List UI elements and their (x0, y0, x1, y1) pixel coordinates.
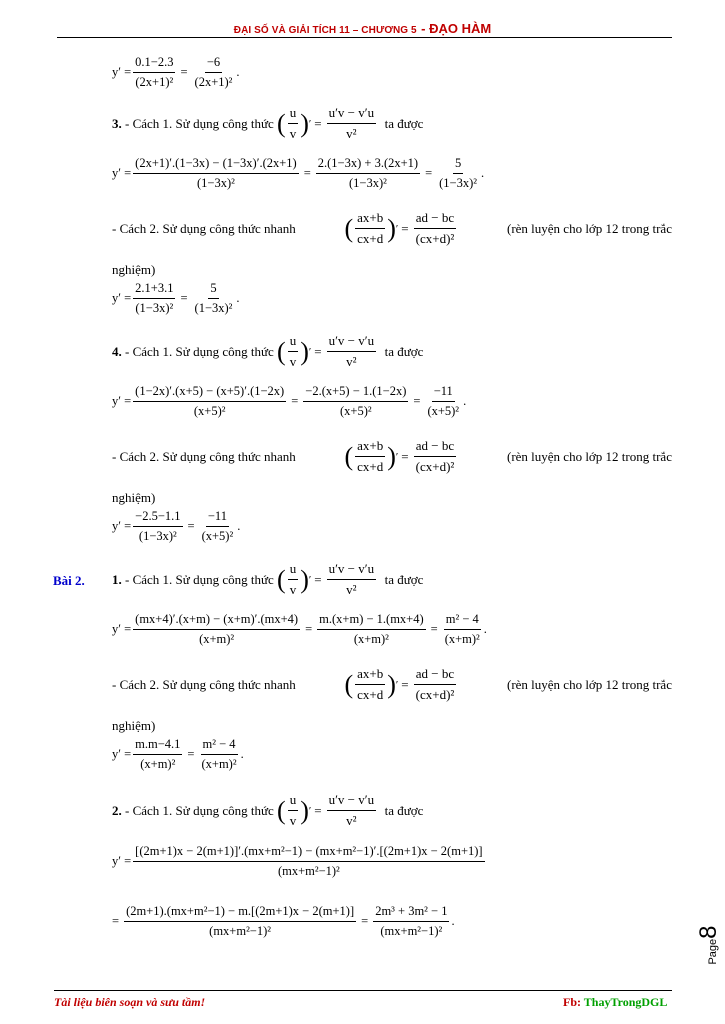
item-number: 3. (112, 115, 122, 131)
p4-method1-line: 4. - Cách 1. Sử dụng công thức ( $\frac{u}{v}$ ) ′ = $\frac{u'v - v'u}{\text{v²}}$ ta được (112, 333, 424, 369)
item-number: 1. (112, 571, 122, 587)
bai2-method2-line: - Cách 2. Sử dụng công thức nhanh ( $\frac{ax+b}{cx+d}$ ) ′ = $\frac{ad - bc}{\text{(cx+d)²}}$ (rèn luyện cho lớp 12 trong trắc (112, 666, 672, 702)
fraction: $\frac{0.1-2.3}{\text{(2x+1)²}}$ (135, 55, 174, 89)
p4-equation: y′ = $\frac{(1-2x)'.(x+5) - (x+5)'.(1-2x)}{\text{(x+5)²}}$ = $\frac{-2.(x+5) - 1.(1-2x)}{\text{(x+5)²}}$ = $\frac{-11}{\text{(x+5)²}}$ . (112, 384, 467, 418)
eq-lhs: y′ = (112, 65, 132, 79)
equation-1: y′ = $\frac{0.1-2.3}{\text{(2x+1)²}}$ = $\frac{-6}{\text{(2x+1)²}}$ . (112, 55, 240, 89)
facebook-link[interactable]: ThayTrongDGL (583, 995, 668, 1009)
header-chapter: - ĐẠO HÀM (421, 21, 492, 36)
footer-note: Tài liệu biên soạn và sưu tầm! (54, 995, 206, 1009)
bai2-equation-2: y′ = $\frac{m.m-4.1}{\text{(x+m)²}}$ = $\frac{\text{m² − 4}}{\text{(x+m)²}}$ . (112, 737, 244, 771)
item-number: 2. (112, 802, 122, 818)
exercise-title: Bài 2. (53, 573, 85, 588)
page-header (0, 20, 725, 38)
p4-method2-line: - Cách 2. Sử dụng công thức nhanh ( $\frac{ax+b}{cx+d}$ ) ′ = $\frac{ad - bc}{\text{(cx+d)²}}$ (rèn luyện cho lớp 12 trong trắc (112, 438, 672, 474)
p3-method2-line: - Cách 2. Sử dụng công thức nhanh ( $\frac{ax+b}{cx+d}$ ) ′ = $\frac{ad - bc}{\text{(cx+d)²}}$ (rèn luyện cho lớp 12 trong trắc (112, 210, 672, 246)
p3-method1-line: 3. - Cách 1. Sử dụng công thức ( $\frac{u}{v}$ ) ′ = $\frac{u'v - v'u}{\text{v²}}$ ta được (112, 105, 424, 141)
p4-equation-2: y′ = $\frac{-2.5-1.1}{\text{(1−3x)²}}$ = $\frac{-11}{\text{(x+5)²}}$ . (112, 509, 241, 543)
page-number: Page8 (695, 925, 722, 965)
p3-equation-2: y′ = $\frac{2.1+3.1}{\text{(1−3x)²}}$ = $\frac{5}{\text{(1−3x)²}}$ . (112, 281, 240, 315)
bai2-method1-line: 1. - Cách 1. Sử dụng công thức ( $\frac{u}{v}$ ) ′ = $\frac{u'v - v'u}{\text{v²}}$ ta được (112, 561, 424, 597)
bai2-equation: y′ = $\frac{(mx+4)'.(x+m) - (x+m)'.(mx+4)}{\text{(x+m)²}}$ = $\frac{m.(x+m) - 1.(mx+4)}{\text{(x+m)²}}$ = $\frac{\text{m² − 4}}{\text{(x+m)²}}$ . (112, 612, 487, 646)
p4-note-continued: nghiệm) (112, 490, 156, 505)
header-divider (57, 37, 672, 38)
fraction: $\frac{-6}{\text{(2x+1)²}}$ (194, 55, 233, 89)
item-number: 4. (112, 343, 122, 359)
footer-divider (54, 990, 672, 991)
p2-method1-line: 2. - Cách 1. Sử dụng công thức ( $\frac{u}{v}$ ) ′ = $\frac{u'v - v'u}{\text{v²}}$ ta được (112, 792, 424, 828)
bai2-note-continued: nghiệm) (112, 718, 156, 733)
p2-equation-2: = $\frac{\text{(2m+1).(mx+m²−1) − m.[(2m+1)x − 2(m+1)]}}{\text{(mx+m²−1)²}}$ = $\frac{\text{2m³ + 3m² − 1}}{\text{(mx+m²−1)²}}$ . (112, 904, 455, 938)
p2-equation: y′ = [(2m+1)x − 2(m+1)]′.(mx+m²−1) − (mx+m²−1)′.[(2m+1)x − 2(m+1)] (mx+m²−1)² (112, 844, 483, 878)
footer-facebook: Fb: ThayTrongDGL (563, 995, 668, 1009)
header-title: ĐẠI SỐ VÀ GIẢI TÍCH 11 – CHƯƠNG 5 (233, 25, 417, 36)
p3-equation: y′ = $\frac{(2x+1)'.(1-3x) - (1-3x)'.(2x+1)}{\text{(1−3x)²}}$ = $\frac{2.(1-3x) + 3.(2x+1)}{\text{(1−3x)²}}$ = $\frac{5}{\text{(1−3x)²}}$ . (112, 156, 485, 190)
p3-note-continued: nghiệm) (112, 262, 156, 277)
